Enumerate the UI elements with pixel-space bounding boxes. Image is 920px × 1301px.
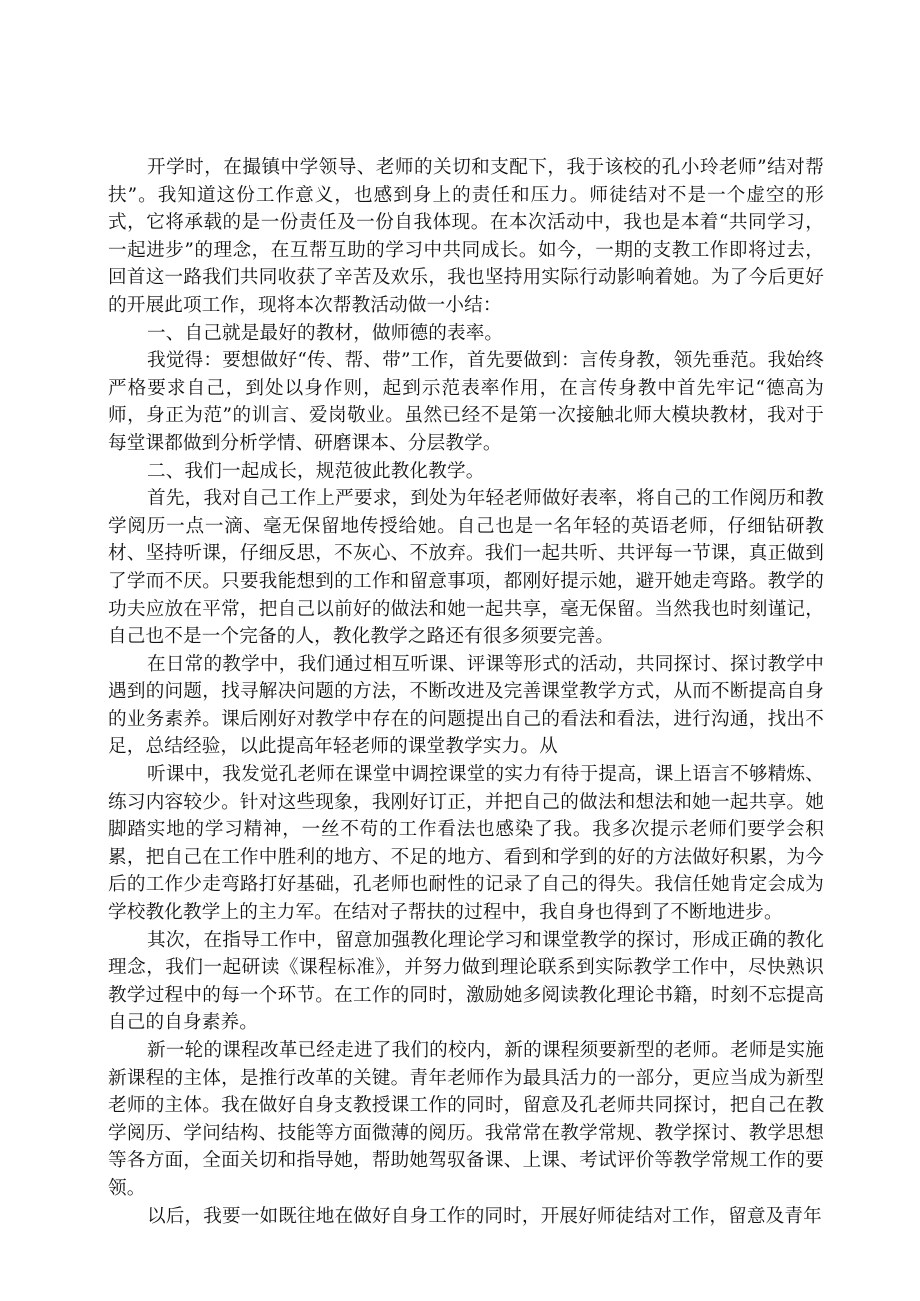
- paragraph-role-model: 我觉得：要想做好“传、帮、带”工作，首先要做到：言传身教，领先垂范。我始终严格要求自己，到处以身作则，起到示范表率作用，在言传身教中首先牢记“德高为师，身正为范”的训言、爱岗敬业。虽然已经不是第一次接触北师大模块教材，我对于每堂课都做到分析学情、研磨课本、分层教学。: [108, 350, 824, 454]
- paragraph-first: 首先，我对自己工作上严要求，到处为年轻老师做好表率，将自己的工作阅历和教学阅历一点一滴、毫无保留地传授给她。自己也是一名年轻的英语老师，仔细钻研教材、坚持听课，仔细反思，不灰心、不放弃。我们一起共听、共评每一节课，真正做到了学而不厌。只要我能想到的工作和留意事项，都刚好提示她，避开她走弯路。教学的功夫应放在平常，把自己以前好的做法和她一起共享，毫无保留。当然我也时刻谨记，自己也不是一个完备的人，教化教学之路还有很多须要完善。: [108, 488, 824, 648]
- paragraph-observation: 听课中，我发觉孔老师在课堂中调控课堂的实力有待于提高，课上语言不够精炼、练习内容较少。针对这些现象，我刚好订正，并把自己的做法和想法和她一起共享。她脚踏实地的学习精神，一丝不苟的工作看法也感染了我。我多次提示老师们要学会积累，把自己在工作中胜利的地方、不足的地方、看到和学到的好的方法做好积累，为今后的工作少走弯路打好基础，孔老师也耐性的记录了自己的得失。我信任她肯定会成为学校教化教学上的主力军。在结对子帮扶的过程中，我自身也得到了不断地进步。: [108, 764, 824, 924]
- section-heading-1: 一、自己就是最好的教材，做师德的表率。: [147, 322, 504, 344]
- section-heading-2: 二、我们一起成长，规范彼此教化教学。: [147, 460, 485, 482]
- document-body: [108, 154, 824, 1230]
- paragraph-second: 其次，在指导工作中，留意加强教化理论学习和课堂教学的探讨，形成正确的教化理念，我们一起研读《课程标准》，并努力做到理论联系到实际教学工作中，尽快熟识教学过程中的每一个环节。在工作的同时，激励她多阅读教化理论书籍，时刻不忘提高自己的自身素养。: [108, 929, 824, 1034]
- paragraph-daily-teaching: 在日常的教学中，我们通过相互听课、评课等形式的活动，共同探讨、探讨教学中遇到的问题，找寻解决问题的方法，不断改进及完善课堂教学方式，从而不断提高自身的业务素养。课后刚好对教学中存在的问题提出自己的看法和看法，进行沟通，找出不足，总结经验，以此提高年轻老师的课堂教学实力。从: [108, 653, 824, 758]
- paragraph-future: 以后，我要一如既往地在做好自身工作的同时，开展好师徒结对工作，留意及青年: [147, 1205, 822, 1227]
- paragraph-curriculum-reform: 新一轮的课程改革已经走进了我们的校内，新的课程须要新型的老师。老师是实施新课程的主体，是推行改革的关键。青年老师作为最具活力的一部分，更应当成为新型老师的主体。我在做好自身支教授课工作的同时，留意及孔老师共同探讨，把自己在教学阅历、学问结构、技能等方面微薄的阅历。我常常在教学常规、教学探讨、教学思想等各方面，全面关切和指导她，帮助她驾驭备课、上课、考试评价等教学常规工作的要领。: [108, 1040, 824, 1199]
- paragraph-intro: 开学时，在撮镇中学领导、老师的关切和支配下，我于该校的孔小玲老师”结对帮扶”。我知道这份工作意义，也感到身上的责任和压力。师徒结对不是一个虚空的形式，它将承载的是一份责任及一份自我体现。在本次活动中，我也是本着“共同学习，一起进步”的理念，在互帮互助的学习中共同成长。如今，一期的支教工作即将过去，回首这一路我们共同收获了辛苦及欢乐，我也坚持用实际行动影响着她。为了今后更好的开展此项工作，现将本次帮教活动做一小结：: [108, 157, 824, 316]
